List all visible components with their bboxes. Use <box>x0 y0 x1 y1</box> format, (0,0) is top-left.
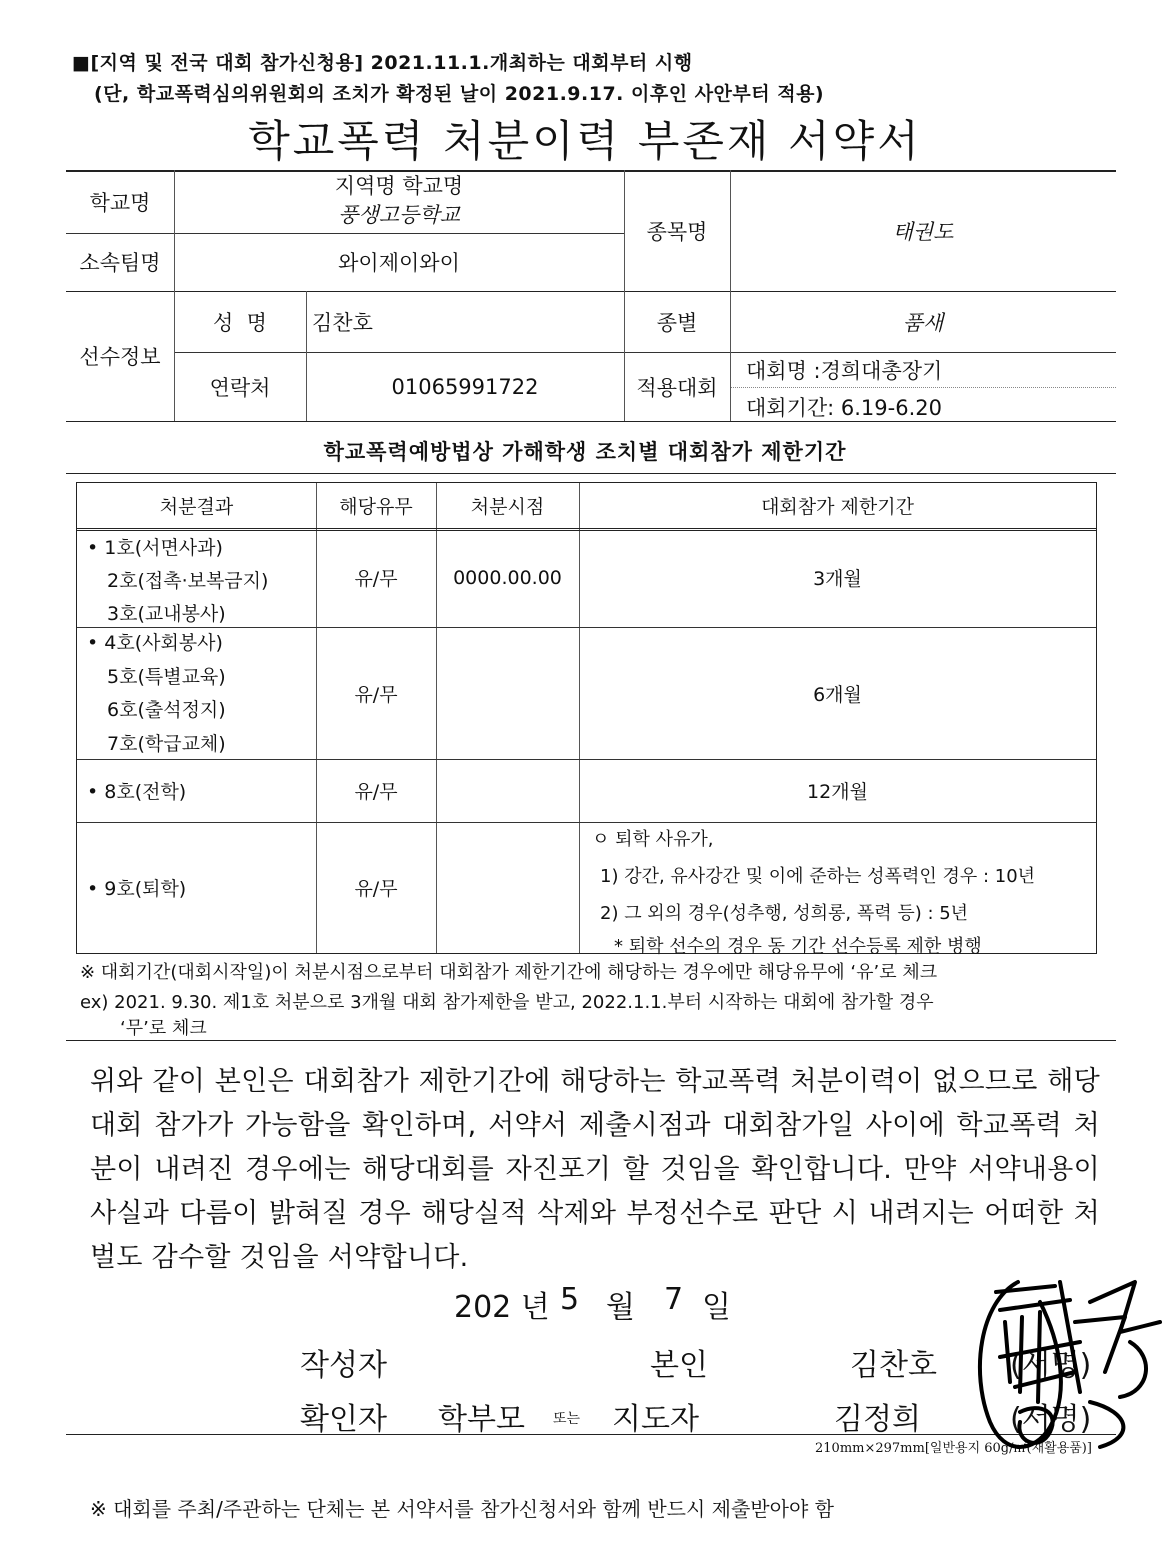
table-row-1-measures <box>87 532 268 631</box>
writer-label: 작성자 <box>300 1348 387 1383</box>
team-name: 와이제이와이 <box>338 251 460 275</box>
note-1: ※ 대회기간(대회시작일)이 처분시점으로부터 대회참가 제한기간에 해당하는 경우에만 해당유무에 ‘유’로 체크 <box>80 962 938 983</box>
competition-name: 대회명 :경희대총장기 <box>746 359 943 383</box>
table-row-4-applicable: 유/무 <box>354 878 398 900</box>
contact-label: 연락처 <box>209 375 271 400</box>
col-header-applicable: 해당유무 <box>339 496 413 518</box>
col-header-result: 처분결과 <box>159 496 234 518</box>
date-day-unit: 일 <box>702 1290 731 1325</box>
writer-sign-mark: (서명) <box>1010 1348 1092 1383</box>
footer-note: ※ 대회를 주최/주관하는 단체는 본 서약서를 참가신청서와 함께 반드시 제출받아야 함 <box>90 1497 834 1521</box>
sport-label: 종목명 <box>646 219 708 244</box>
date-day: 7 <box>664 1282 684 1317</box>
table-row-3-period: 12개월 <box>807 781 868 803</box>
paper-spec: 210mm×297mm[일반용지 60g/㎡(재활용품)] <box>815 1441 1092 1456</box>
restriction-table <box>76 482 1097 957</box>
competition-period: 대회기간: 6.19-6.20 <box>746 396 942 420</box>
applied-competition-label: 적용대회 <box>636 375 718 400</box>
team-label: 소속팀명 <box>79 251 161 275</box>
col-header-period: 대회참가 제한기간 <box>761 496 914 518</box>
event-value: 품새 <box>902 310 944 335</box>
writer-name: 김찬호 <box>850 1348 937 1383</box>
measure-item: 2호(접촉·보복금지) <box>107 570 269 592</box>
note-2: ex) 2021. 9.30. 제1호 처분으로 3개월 대회 참가제한을 받고, 2022.1.1.부터 시작하는 대회에 참가할 경우 <box>80 992 934 1013</box>
document-title: 학교폭력 처분이력 부존재 서약서 <box>248 117 922 167</box>
section-divider <box>66 473 1116 474</box>
period-line: * 퇴학 선수의 경우 동 기간 선수등록 제한 병행 <box>614 936 982 957</box>
confirmer-or: 또는 <box>553 1411 581 1427</box>
table-row-3-applicable: 유/무 <box>354 781 398 803</box>
confirmer-name: 김정희 <box>834 1402 921 1437</box>
section-title: 학교폭력예방법상 가해학생 조치별 대회참가 제한기간 <box>323 440 847 464</box>
table-row-3-measure: • 8호(전학) <box>87 781 187 803</box>
school-name: 풍생고등학교 <box>338 203 460 227</box>
measure-item: 5호(특별교육) <box>107 665 226 688</box>
period-line: 2) 그 외의 경우(성추행, 성희롱, 폭력 등) : 5년 <box>600 903 969 924</box>
event-label: 종별 <box>656 310 698 335</box>
notes-divider <box>66 1040 1116 1041</box>
pledge-text: 위와 같이 본인은 대회참가 제한기간에 해당하는 학교폭력 처분이력이 없으므로 해당 대회 참가가 가능함을 확인하며, 서약서 제출시점과 대회참가일 사이에 학교폭력 처분이 내려진 경우에는 해당대회를 자진포기 할 것임을 확인합니다. 만약 서약내용이 사실과 다름이 밝혀질 경우 해당실적 삭제와 부정선수로 판단 시 내려지는 어떠한 처벌도 감수할 것임을 서약합니다. <box>90 1066 1100 1273</box>
player-name: 김찬호 <box>312 310 373 335</box>
table-row-4-measure: • 9호(퇴학) <box>87 878 187 900</box>
measure-item: 3호(교내봉사) <box>107 603 226 625</box>
info-bottom-border <box>66 421 1116 422</box>
confirmer-label: 확인자 <box>300 1402 387 1437</box>
date-month: 5 <box>560 1282 580 1317</box>
measure-item: 7호(학급교체) <box>107 732 226 755</box>
contact-value: 01065991722 <box>391 374 539 399</box>
col-header-date: 처분시점 <box>470 496 545 518</box>
table-row-1-applicable: 유/무 <box>354 568 398 590</box>
table-row-2-applicable: 유/무 <box>354 683 398 706</box>
sport-name: 태권도 <box>892 219 954 244</box>
table-row-4-period <box>592 821 1035 962</box>
measure-item: • 4호(사회봉사) <box>87 632 223 654</box>
signature-divider <box>66 1434 1116 1435</box>
school-header: 지역명 학교명 <box>334 174 464 198</box>
header-line-1: ■[지역 및 전국 대회 참가신청용] 2021.11.1.개최하는 대회부터 시행 <box>72 52 693 74</box>
handwritten-signature <box>960 1262 1165 1462</box>
date-month-unit: 월 <box>606 1290 635 1325</box>
school-label: 학교명 <box>89 190 151 215</box>
period-line: ㅇ 퇴학 사유가, <box>592 829 714 850</box>
table-row-2-measures <box>87 627 226 761</box>
school-cell <box>174 172 624 230</box>
writer-role: 본인 <box>650 1348 708 1383</box>
confirmer-role-parent: 학부모 <box>438 1402 525 1437</box>
confirmer-role-coach: 지도자 <box>612 1402 699 1437</box>
date-year: 202 년 <box>454 1290 550 1325</box>
measure-item: • 1호(서면사과) <box>87 537 223 559</box>
name-label: 성 명 <box>213 310 267 335</box>
info-dotted-divider <box>730 387 1116 388</box>
confirmer-sign-mark: (서명) <box>1010 1402 1092 1437</box>
table-row-2-period: 6개월 <box>813 683 862 706</box>
period-line: 1) 강간, 유사강간 및 이에 준하는 성폭력인 경우 : 10년 <box>600 866 1036 887</box>
note-2-cont: ‘무’로 체크 <box>120 1018 207 1039</box>
measure-item: 6호(출석정지) <box>107 699 226 721</box>
player-info-label: 선수정보 <box>79 345 161 369</box>
header-line-2: (단, 학교폭력심의위원회의 조치가 확정된 날이 2021.9.17. 이후인 사안부터 적용) <box>94 83 825 105</box>
table-row-1-period: 3개월 <box>813 568 862 590</box>
table-row-1-date: 0000.00.00 <box>453 566 562 589</box>
